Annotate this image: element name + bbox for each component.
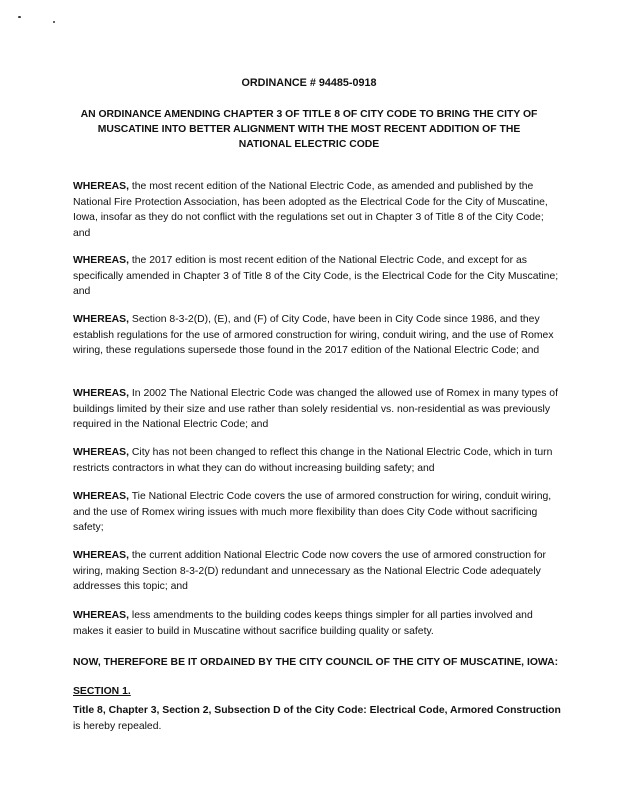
whereas-clause	[73, 312, 563, 359]
whereas-text: the 2017 edition is most recent edition of the National Electric Code, and except for as specifically amended in Chapter 3 of Title 8 of the City Code, is the Electrical Code for the City Muscatine; and	[73, 255, 559, 298]
section-body	[73, 703, 563, 734]
section-action: is hereby repealed.	[73, 720, 162, 732]
whereas-clause	[73, 386, 563, 433]
section-subject: Title 8, Chapter 3, Section 2, Subsection D of the City Code: Electrical Code, Armored Construction	[73, 705, 561, 716]
whereas-text: the current addition National Electric Code now covers the use of armored construction for wiring, making Section 8-3-2(D) redundant and unnecessary as the National Electric Code adequately addresses this topic; and	[73, 550, 546, 593]
whereas-clause	[73, 489, 563, 536]
whereas-keyword: WHEREAS,	[73, 181, 129, 192]
whereas-keyword: WHEREAS,	[73, 550, 129, 561]
ordinance-title: ORDINANCE # 94485-0918	[241, 77, 377, 89]
scan-speck	[53, 21, 55, 23]
whereas-keyword: WHEREAS,	[73, 610, 129, 621]
whereas-text: Section 8-3-2(D), (E), and (F) of City Code, have been in City Code since 1986, and they establish regulations for the use of armored construction for wiring, conduit wiring, and the use of Romex wiring, these regulations supersede those found in the 2017 edition of the National Electric Code; and	[73, 314, 554, 357]
whereas-clause	[73, 548, 563, 595]
ordinance-subtitle: AN ORDINANCE AMENDING CHAPTER 3 OF TITLE 8 OF CITY CODE TO BRING THE CITY OF MUSCATINE INTO BETTER ALIGNMENT WITH THE MOST RECENT ADDITION OF THE NATIONAL ELECTRIC CODE	[80, 109, 538, 151]
ordaining-clause: NOW, THEREFORE BE IT ORDAINED BY THE CITY COUNCIL OF THE CITY OF MUSCATINE, IOWA:	[73, 657, 559, 668]
whereas-keyword: WHEREAS,	[73, 491, 129, 502]
whereas-clause	[73, 253, 563, 300]
whereas-clause	[73, 608, 563, 639]
section-heading: SECTION 1.	[73, 686, 131, 697]
whereas-clause	[73, 179, 563, 241]
whereas-text: City has not been changed to reflect this change in the National Electric Code, which in turn restricts contractors in what they can do without increasing building safety; and	[73, 447, 553, 474]
whereas-keyword: WHEREAS,	[73, 447, 129, 458]
whereas-keyword: WHEREAS,	[73, 314, 129, 325]
whereas-text: the most recent edition of the National Electric Code, as amended and published by the National Fire Protection Association, has been adopted as the Electrical Code for the City of Muscatine, Iowa, insofar as they do not conflict with the regulations set out in Chapter 3 of Title 8 of the City Code; and	[73, 181, 548, 239]
whereas-text: Tie National Electric Code covers the use of armored construction for wiring, conduit wiring, and the use of Romex wiring issues with much more flexibility than does City Code without sacrificing safety;	[73, 491, 552, 534]
whereas-keyword: WHEREAS,	[73, 388, 129, 399]
whereas-text: less amendments to the building codes keeps things simpler for all parties involved and makes it easier to build in Muscatine without sacrifice building quality or safety.	[73, 610, 533, 637]
scan-speck	[18, 16, 21, 18]
whereas-text: In 2002 The National Electric Code was changed the allowed use of Romex in many types of buildings limited by their size and use rather than solely residential vs. non-residential as was previously required in the National Electric Code; and	[73, 388, 558, 431]
whereas-keyword: WHEREAS,	[73, 255, 129, 266]
whereas-clause	[73, 445, 563, 476]
